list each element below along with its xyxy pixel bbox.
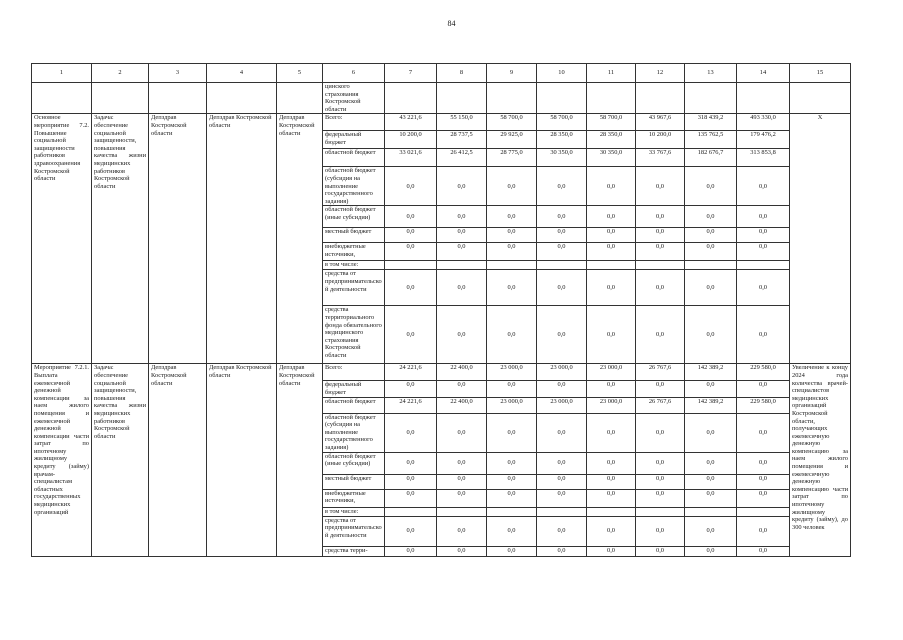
continuation-text: цинского страхования Костромской области [323,83,385,114]
value-cell: 0,0 [737,167,790,206]
value-cell: 0,0 [537,452,587,474]
value-cell: 0,0 [737,270,790,306]
funding-source-cell: Всего: [323,364,385,381]
column-number: 9 [487,64,537,83]
funding-source-cell: в том числе: [323,261,385,270]
value-cell: 0,0 [685,381,737,397]
value-cell: 0,0 [737,516,790,546]
value-cell: 0,0 [636,206,685,228]
value-cell: 23 000,0 [487,364,537,381]
column-number: 7 [385,64,437,83]
value-cell: 0,0 [487,452,537,474]
value-cell: 0,0 [487,206,537,228]
column-number: 14 [737,64,790,83]
column-number: 1 [32,64,92,83]
value-cell: 0,0 [737,206,790,228]
value-cell: 0,0 [587,167,636,206]
funding-source-cell: областной бюджет (субсидия на выполнение государственного задания) [323,167,385,206]
value-cell: 0,0 [385,546,437,556]
budget-table [31,63,851,557]
value-cell: 0,0 [487,546,537,556]
value-cell: 0,0 [437,228,487,243]
value-cell: 0,0 [737,546,790,556]
value-cell: 23 000,0 [487,397,537,413]
value-cell: 0,0 [385,381,437,397]
value-cell: 23 000,0 [587,364,636,381]
funding-source-cell: местный бюджет [323,474,385,489]
value-cell: 0,0 [587,546,636,556]
funding-source-cell: средства терри- [323,546,385,556]
value-cell: 0,0 [587,381,636,397]
value-cell: 55 150,0 [437,114,487,131]
value-cell: 0,0 [437,546,487,556]
value-cell: 0,0 [685,270,737,306]
value-cell: 0,0 [685,306,737,364]
value-cell [587,261,636,270]
value-cell: 0,0 [685,413,737,452]
funding-source-cell: местный бюджет [323,228,385,243]
value-cell: 229 580,0 [737,397,790,413]
value-cell: 22 400,0 [437,364,487,381]
value-cell: 0,0 [636,516,685,546]
value-cell: 24 221,6 [385,397,437,413]
value-cell: 0,0 [437,489,487,507]
recipient-cell: Депздрав Костромской области [277,364,323,556]
value-cell: 0,0 [636,306,685,364]
column-number: 10 [537,64,587,83]
value-cell: 26 767,6 [636,397,685,413]
funding-source-cell: федеральный бюджет [323,131,385,149]
value-cell: 0,0 [685,452,737,474]
column-number-row [32,64,851,83]
value-cell: 182 676,7 [685,149,737,167]
value-cell: 318 439,2 [685,114,737,131]
funding-source-cell: областной бюджет [323,397,385,413]
value-cell: 0,0 [685,206,737,228]
value-cell: 0,0 [385,167,437,206]
expected-result-cell: Увеличение к концу 2024 года количества врачей-специалистов медицинских организаций Костромской области, получающих ежемесячную денежную компенсацию за наем жилого помещения и ежемесячную денежную компенсацию части затрат по ипотечному жилищному кредиту (займу), до 300 человек [790,364,851,556]
value-cell: 0,0 [737,413,790,452]
value-cell: 0,0 [685,228,737,243]
value-cell: 22 400,0 [437,397,487,413]
value-cell: 0,0 [737,474,790,489]
value-cell: 0,0 [537,243,587,261]
value-cell: 28 350,0 [537,131,587,149]
value-cell [487,261,537,270]
funding-source-cell: федеральный бюджет [323,381,385,397]
value-cell: 0,0 [537,228,587,243]
value-cell: 0,0 [437,206,487,228]
value-cell [537,507,587,516]
page-number: 84 [447,19,456,28]
value-cell: 0,0 [636,546,685,556]
value-cell: 10 200,0 [385,131,437,149]
coexecutor-cell: Депздрав Костромской области [207,114,277,364]
value-cell [737,261,790,270]
value-cell: 0,0 [587,516,636,546]
column-number: 2 [92,64,149,83]
value-cell [385,507,437,516]
funding-source-cell: средства территориального фонда обязательного медицинского страхования Костромской области [323,306,385,364]
value-cell: 0,0 [636,489,685,507]
value-cell: 0,0 [385,452,437,474]
value-cell: 0,0 [737,243,790,261]
value-cell: 0,0 [385,243,437,261]
value-cell: 0,0 [636,474,685,489]
value-cell: 0,0 [685,474,737,489]
value-cell: 0,0 [537,306,587,364]
value-cell [437,261,487,270]
measure-cell: Мероприятие 7.2.1. Выплата ежемесячной денежной компенсации за наем жилого помещения и ежемесячной денежной компенсации части затрат по ипотечному жилищному кредиту (займу) врачам-специалистам областных государственных медицинских организаций [32,364,92,556]
value-cell [437,507,487,516]
funding-source-cell: областной бюджет [323,149,385,167]
value-cell: 0,0 [487,381,537,397]
value-cell: 0,0 [385,474,437,489]
funding-source-cell: средства от предпринимательской деятельности [323,516,385,546]
value-cell: 0,0 [685,243,737,261]
funding-source-cell: Всего: [323,114,385,131]
value-cell: 0,0 [636,452,685,474]
value-cell [385,261,437,270]
value-cell: 0,0 [385,413,437,452]
value-cell: 0,0 [385,228,437,243]
funding-source-cell: средства от предпринимательской деятельности [323,270,385,306]
value-cell [636,261,685,270]
column-number: 11 [587,64,636,83]
continuation-row [32,83,851,114]
value-cell: 0,0 [737,306,790,364]
value-cell: 0,0 [587,452,636,474]
value-cell: 0,0 [685,546,737,556]
value-cell: 0,0 [737,228,790,243]
executor-cell: Депздрав Костромской области [149,364,207,556]
value-cell: 0,0 [385,489,437,507]
value-cell: 29 925,0 [487,131,537,149]
value-cell: 0,0 [636,413,685,452]
budget-row [32,364,851,381]
value-cell: 493 330,0 [737,114,790,131]
value-cell: 0,0 [685,489,737,507]
value-cell: 0,0 [685,167,737,206]
value-cell: 0,0 [587,228,636,243]
value-cell: 0,0 [437,167,487,206]
value-cell: 0,0 [537,546,587,556]
value-cell [537,261,587,270]
value-cell: 43 967,6 [636,114,685,131]
value-cell: 0,0 [587,413,636,452]
value-cell: 0,0 [685,516,737,546]
coexecutor-cell: Депздрав Костромской области [207,364,277,556]
value-cell: 0,0 [537,206,587,228]
value-cell: 0,0 [437,413,487,452]
value-cell: 0,0 [737,489,790,507]
value-cell: 0,0 [737,381,790,397]
value-cell: 30 350,0 [537,149,587,167]
value-cell: 0,0 [537,381,587,397]
value-cell: 0,0 [636,167,685,206]
value-cell: 0,0 [437,243,487,261]
value-cell: 0,0 [487,270,537,306]
value-cell: 0,0 [385,516,437,546]
value-cell: 0,0 [385,206,437,228]
funding-source-cell: в том числе: [323,507,385,516]
value-cell: 0,0 [636,381,685,397]
executor-cell: Депздрав Костромской области [149,114,207,364]
expected-result-cell: Х [790,114,851,364]
value-cell: 58 700,0 [487,114,537,131]
value-cell [685,507,737,516]
value-cell: 0,0 [587,206,636,228]
value-cell: 0,0 [537,516,587,546]
value-cell: 0,0 [437,381,487,397]
value-cell: 0,0 [587,489,636,507]
value-cell: 28 775,0 [487,149,537,167]
value-cell: 0,0 [487,474,537,489]
value-cell: 0,0 [437,306,487,364]
value-cell [587,507,636,516]
value-cell: 0,0 [587,474,636,489]
column-number: 4 [207,64,277,83]
column-number: 5 [277,64,323,83]
funding-source-cell: внебюджетные источники, [323,243,385,261]
funding-source-cell: внебюджетные источники, [323,489,385,507]
value-cell: 0,0 [537,167,587,206]
measure-cell: Основное мероприятие 7.2. Повышение социальной защищенности работников здравоохранения Костромской области [32,114,92,364]
value-cell: 0,0 [437,516,487,546]
value-cell: 58 700,0 [587,114,636,131]
value-cell: 0,0 [587,306,636,364]
value-cell: 0,0 [636,270,685,306]
value-cell: 179 476,2 [737,131,790,149]
budget-row [32,114,851,131]
value-cell: 23 000,0 [537,397,587,413]
column-number: 3 [149,64,207,83]
value-cell: 26 412,5 [437,149,487,167]
value-cell: 0,0 [487,413,537,452]
value-cell: 0,0 [487,306,537,364]
task-cell: Задача: обеспечение социальной защищенности, повышения качества жизни медицинских работников Костромской области [92,114,149,364]
value-cell: 135 762,5 [685,131,737,149]
value-cell: 28 737,5 [437,131,487,149]
value-cell: 0,0 [537,270,587,306]
funding-source-cell: областной бюджет (субсидия на выполнение государственного задания) [323,413,385,452]
funding-source-cell: областной бюджет (иные субсидии) [323,206,385,228]
value-cell [737,507,790,516]
value-cell [487,507,537,516]
value-cell: 43 221,6 [385,114,437,131]
value-cell: 313 853,8 [737,149,790,167]
funding-source-cell: областной бюджет (иные субсидии) [323,452,385,474]
table-body [32,64,851,557]
value-cell: 0,0 [487,489,537,507]
value-cell: 30 350,0 [587,149,636,167]
value-cell: 0,0 [636,243,685,261]
value-cell: 0,0 [437,474,487,489]
column-number: 8 [437,64,487,83]
value-cell: 0,0 [385,306,437,364]
value-cell: 0,0 [487,167,537,206]
value-cell: 0,0 [537,489,587,507]
value-cell: 26 767,6 [636,364,685,381]
value-cell: 0,0 [487,228,537,243]
value-cell: 0,0 [487,516,537,546]
column-number: 6 [323,64,385,83]
value-cell: 23 000,0 [537,364,587,381]
value-cell: 0,0 [587,270,636,306]
value-cell: 0,0 [437,452,487,474]
value-cell: 23 000,0 [587,397,636,413]
value-cell: 0,0 [737,452,790,474]
value-cell: 28 350,0 [587,131,636,149]
value-cell: 0,0 [537,413,587,452]
value-cell: 33 767,6 [636,149,685,167]
value-cell: 10 200,0 [636,131,685,149]
value-cell: 229 580,0 [737,364,790,381]
value-cell: 0,0 [636,228,685,243]
value-cell [685,261,737,270]
value-cell [636,507,685,516]
value-cell: 142 389,2 [685,397,737,413]
value-cell: 142 389,2 [685,364,737,381]
column-number: 13 [685,64,737,83]
column-number: 15 [790,64,851,83]
recipient-cell: Депздрав Костромской области [277,114,323,364]
task-cell: Задача: обеспечение социальной защищенности, повышения качества жизни медицинских работников Костромской области [92,364,149,556]
value-cell: 0,0 [487,243,537,261]
value-cell: 58 700,0 [537,114,587,131]
column-number: 12 [636,64,685,83]
value-cell: 0,0 [437,270,487,306]
value-cell: 0,0 [385,270,437,306]
value-cell: 24 221,6 [385,364,437,381]
value-cell: 0,0 [587,243,636,261]
value-cell: 0,0 [537,474,587,489]
value-cell: 33 021,6 [385,149,437,167]
